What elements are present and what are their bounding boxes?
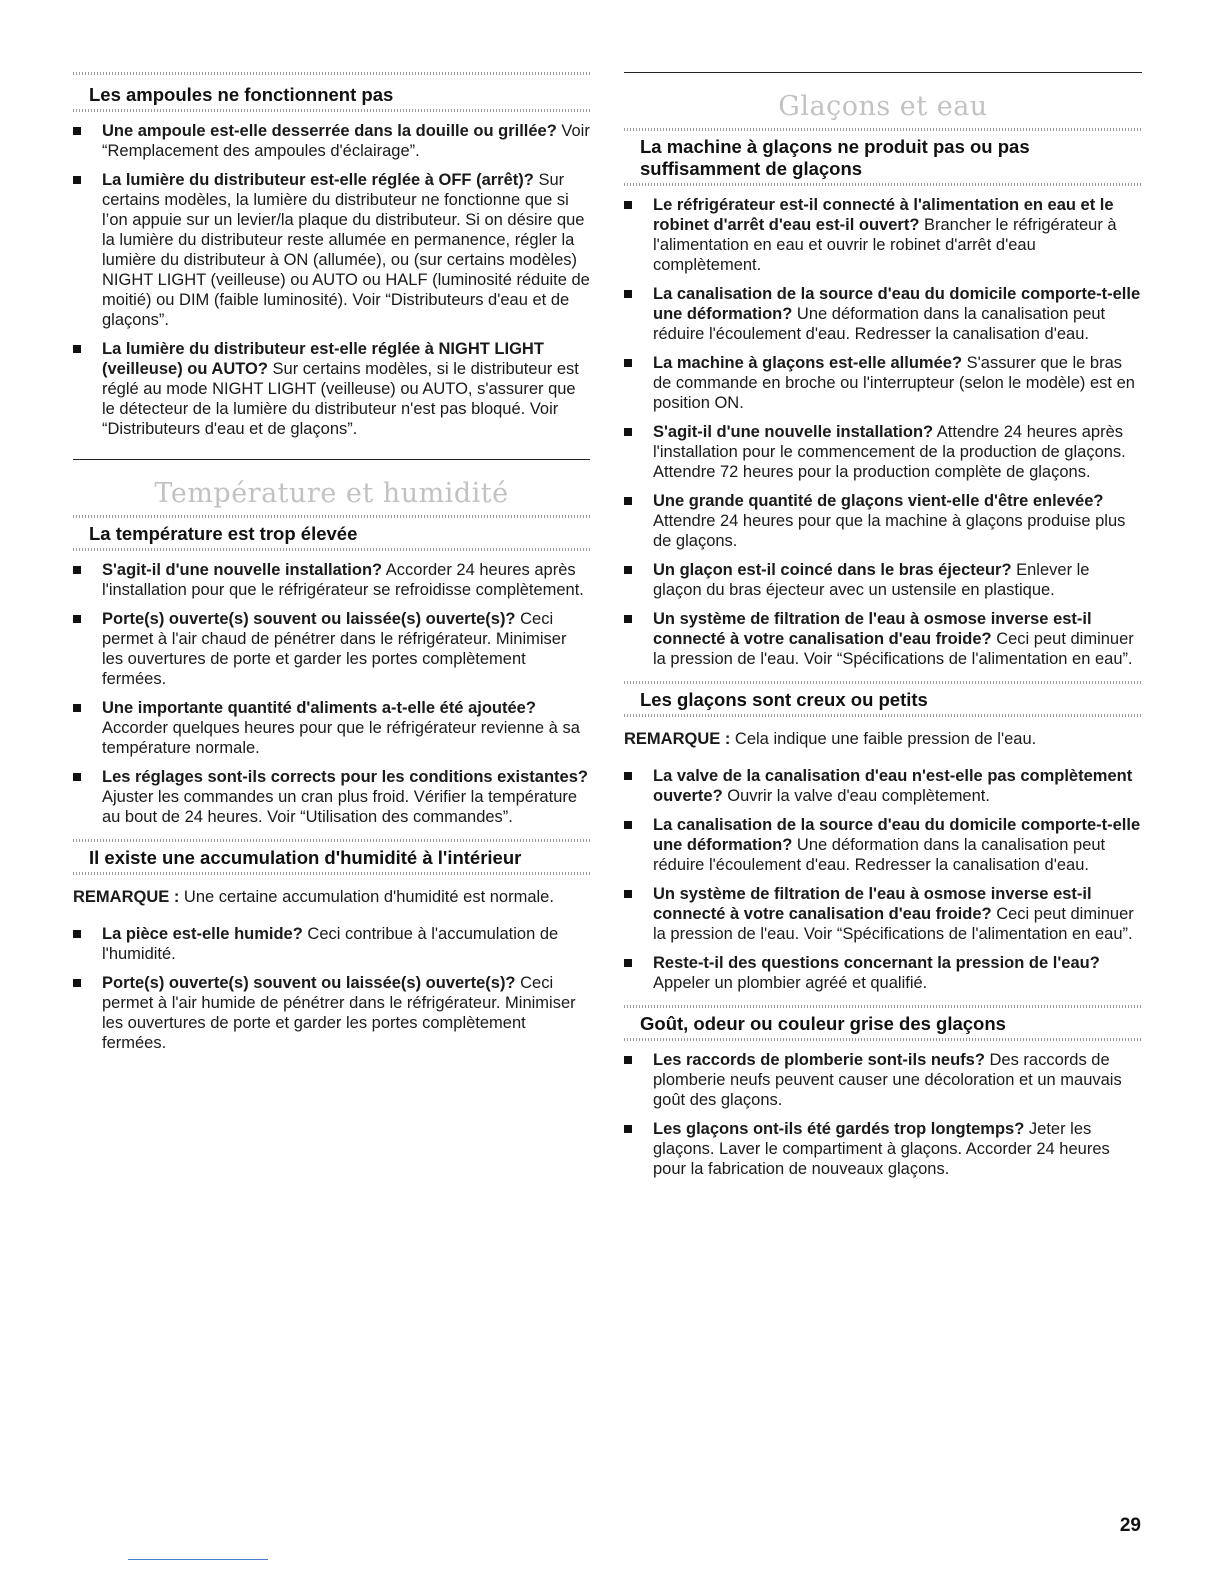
list-item: Reste-t-il des questions concernant la pression de l'eau? Appeler un plombier agréé et qualifié. (624, 953, 1142, 993)
bulbs-list (73, 121, 590, 439)
temperature-list (73, 560, 590, 827)
spacer (624, 993, 1142, 1005)
heading-ice-maker: La machine à glaçons ne produit pas ou pas suffisamment de glaçons (624, 128, 1142, 186)
list-item: La machine à glaçons est-elle allumée? S'assurer que le bras de commande en broche ou l'interrupteur (selon le modèle) est en position ON. (624, 353, 1142, 413)
list-item: Une importante quantité d'aliments a-t-elle été ajoutée? Accorder quelques heures pour que le réfrigérateur revienne à sa température normale. (73, 698, 590, 758)
list-item: S'agit-il d'une nouvelle installation? Attendre 24 heures après l'installation pour le commencement de la production de glaçons. Attendre 72 heures pour la production complète de glaçons. (624, 422, 1142, 482)
taste-odor-list (624, 1050, 1142, 1179)
heading-taste-odor: Goût, odeur ou couleur grise des glaçons (624, 1005, 1142, 1041)
ice-maker-list (624, 195, 1142, 669)
list-item: S'agit-il d'une nouvelle installation? Accorder 24 heures après l'installation pour que le réfrigérateur se refroidisse complètement. (73, 560, 590, 600)
page-number: 29 (1119, 1515, 1141, 1536)
list-item: Les réglages sont-ils corrects pour les conditions existantes? Ajuster les commandes un cran plus froid. Vérifier la température au bout de 24 heures. Voir “Utilisation des commandes”. (73, 767, 590, 827)
list-item: Le réfrigérateur est-il connecté à l'alimentation en eau et le robinet d'arrêt d'eau est-il ouvert? Brancher le réfrigérateur à l'alimentation en eau et ouvrir le robinet d'arrêt d'eau complètement. (624, 195, 1142, 275)
list-item: La valve de la canalisation d'eau n'est-elle pas complètement ouverte? Ouvrir la valve d'eau complètement. (624, 766, 1142, 806)
footer-rule (128, 1559, 268, 1560)
spacer (73, 439, 590, 451)
list-item: Une ampoule est-elle desserrée dans la douille ou grillée? Voir “Remplacement des ampoules d'éclairage”. (73, 121, 590, 161)
list-item: La canalisation de la source d'eau du domicile comporte-t-elle une déformation? Une déformation dans la canalisation peut réduire l'écoulement d'eau. Redresser la canalisation d'eau. (624, 284, 1142, 344)
section-title-temperature: Température et humidité (73, 459, 590, 515)
list-item: Un système de filtration de l'eau à osmose inverse est-il connecté à votre canalisation d'eau froide? Ceci peut diminuer la pression de l'eau. Voir “Spécifications de l'alimentation en eau”. (624, 609, 1142, 669)
right-column (624, 72, 1142, 1179)
heading-hollow-cubes: Les glaçons sont creux ou petits (624, 681, 1142, 717)
list-item: La lumière du distributeur est-elle réglée à OFF (arrêt)? Sur certains modèles, la lumière du distributeur ne fonctionne que si l’on appuie sur un levier/la plaque du distributeur. Si on désire que la lumière du distributeur reste allumée en permanence, régler la lumière du distributeur à ON (allumée), ou (sur certains modèles) NIGHT LIGHT (veilleuse) ou AUTO ou HALF (luminosité réduite de moitié) ou DIM (faible luminosité). Voir “Distributeurs d'eau et de glaçons”. (73, 170, 590, 330)
humidity-list (73, 924, 590, 1053)
section-title-ice-water: Glaçons et eau (624, 72, 1142, 128)
hollow-cubes-list (624, 766, 1142, 993)
humidity-note: REMARQUE : Une certaine accumulation d'humidité est normale. (73, 888, 554, 906)
list-item: Une grande quantité de glaçons vient-elle d'être enlevée? Attendre 24 heures pour que la machine à glaçons produise plus de glaçons. (624, 491, 1142, 551)
heading-humidity: Il existe une accumulation d'humidité à l'intérieur (73, 839, 590, 875)
list-item: Un glaçon est-il coincé dans le bras éjecteur? Enlever le glaçon du bras éjecteur avec un ustensile en plastique. (624, 560, 1142, 600)
left-column (73, 72, 590, 1053)
hollow-cubes-note: REMARQUE : Cela indique une faible pression de l'eau. (624, 730, 1037, 748)
list-item: La canalisation de la source d'eau du domicile comporte-t-elle une déformation? Une déformation dans la canalisation peut réduire l'écoulement d'eau. Redresser la canalisation d'eau. (624, 815, 1142, 875)
list-item: Un système de filtration de l'eau à osmose inverse est-il connecté à votre canalisation d'eau froide? Ceci peut diminuer la pression de l'eau. Voir “Spécifications de l'alimentation en eau”. (624, 884, 1142, 944)
list-item: Les glaçons ont-ils été gardés trop longtemps? Jeter les glaçons. Laver le compartiment à glaçons. Accorder 24 heures pour la fabrication de nouveaux glaçons. (624, 1119, 1142, 1179)
list-item: La pièce est-elle humide? Ceci contribue à l'accumulation de l'humidité. (73, 924, 590, 964)
list-item: La lumière du distributeur est-elle réglée à NIGHT LIGHT (veilleuse) ou AUTO? Sur certains modèles, si le distributeur est réglé au mode NIGHT LIGHT (veilleuse) ou AUTO, s'assurer que le détecteur de la lumière du distributeur n'est pas bloqué. Voir “Distributeurs d'eau et de glaçons”. (73, 339, 590, 439)
list-item: Porte(s) ouverte(s) souvent ou laissée(s) ouverte(s)? Ceci permet à l'air humide de pénétrer dans le réfrigérateur. Minimiser les ouvertures de porte et garder les portes complètement fermées. (73, 973, 590, 1053)
spacer (73, 827, 590, 839)
list-item: Porte(s) ouverte(s) souvent ou laissée(s) ouverte(s)? Ceci permet à l'air chaud de pénétrer dans le réfrigérateur. Minimiser les ouvertures de porte et garder les portes complètement fermées. (73, 609, 590, 689)
heading-bulbs: Les ampoules ne fonctionnent pas (73, 72, 590, 112)
spacer (624, 669, 1142, 681)
heading-temperature-high: La température est trop élevée (73, 515, 590, 551)
list-item: Les raccords de plomberie sont-ils neufs? Des raccords de plomberie neufs peuvent causer une décoloration et un mauvais goût des glaçons. (624, 1050, 1142, 1110)
